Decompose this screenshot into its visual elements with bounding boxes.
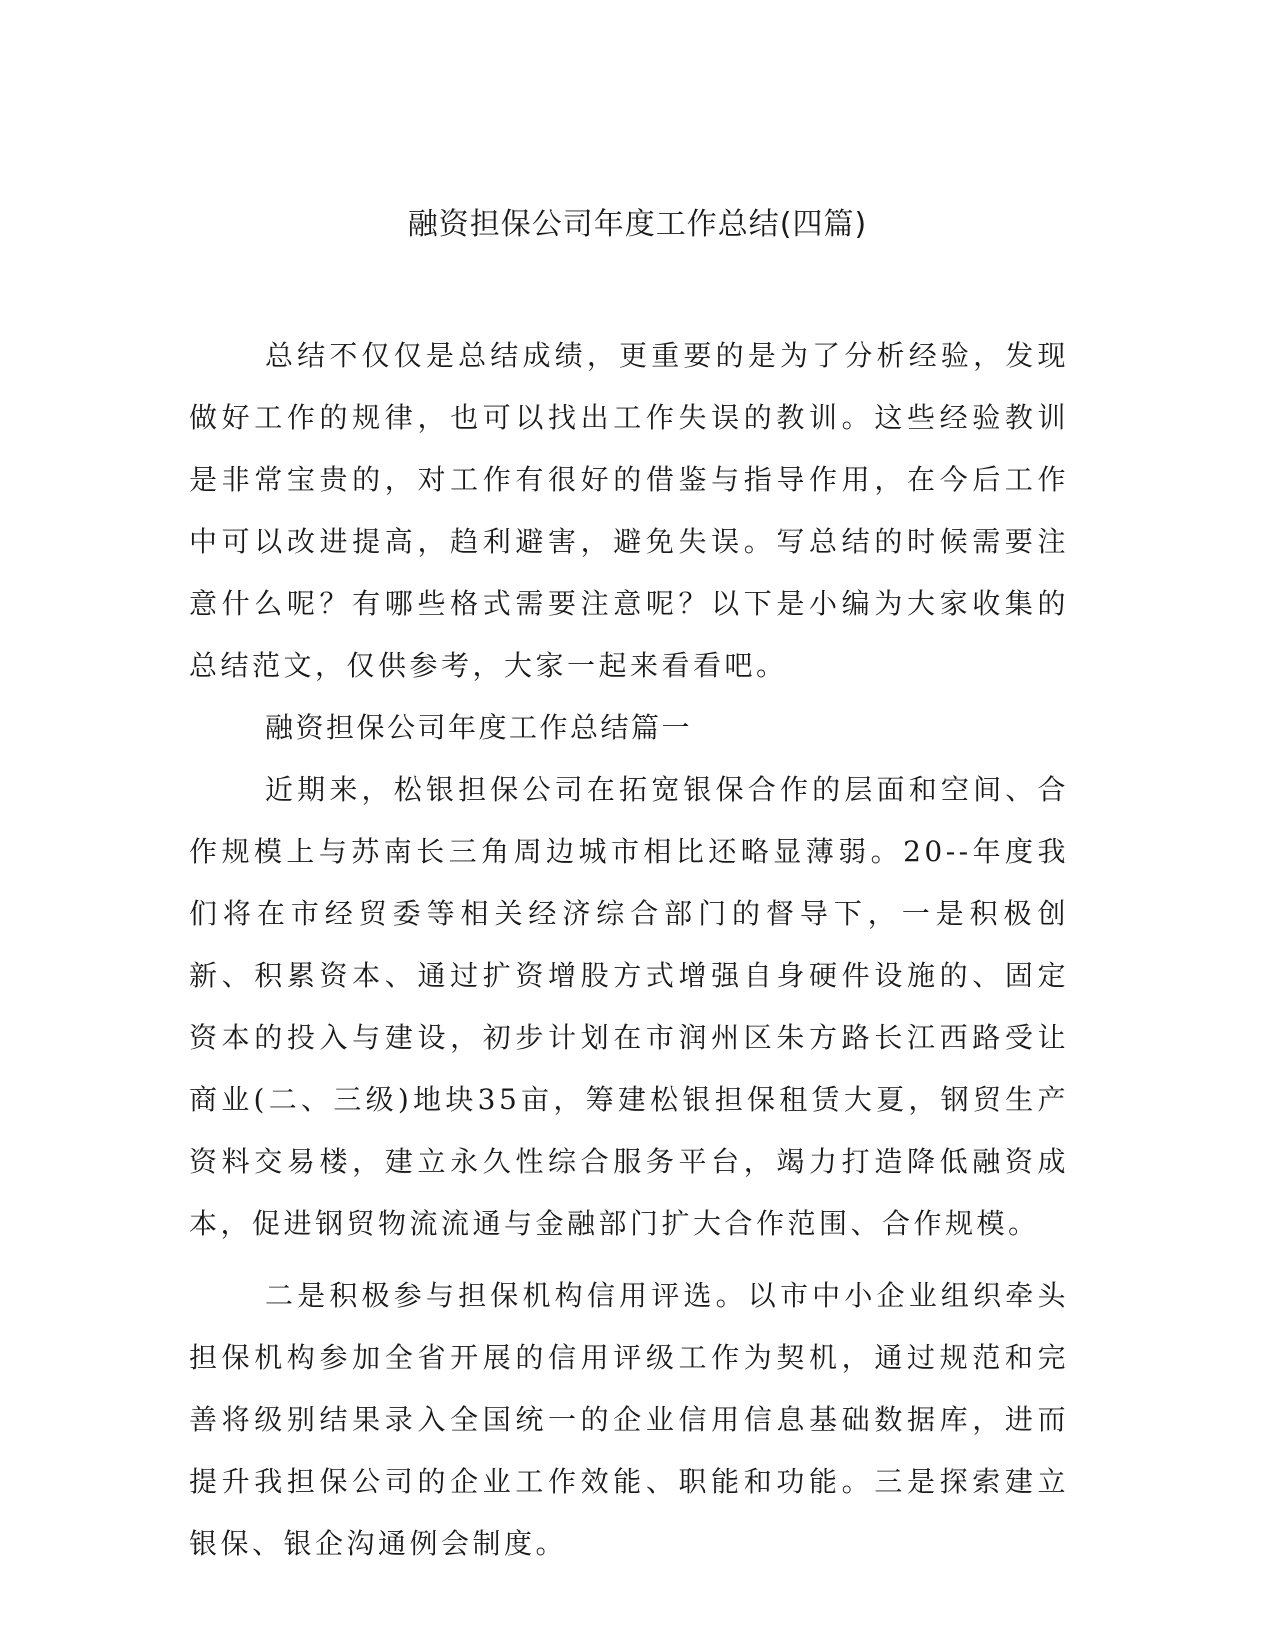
section-heading: 融资担保公司年度工作总结篇一 [265,711,693,744]
document-title: 融资担保公司年度工作总结(四篇) [407,207,868,242]
document-body [189,325,1069,1575]
body-paragraph: 近期来，松银担保公司在拓宽银保合作的层面和空间、合作规模上与苏南长三角周边城市相比还略显薄弱。20--年度我们将在市经贸委等相关经济综合部门的督导下，一是积极创新、积累资本、通过扩资增股方式增强自身硬件设施的、固定资本的投入与建设，初步计划在市润州区朱方路长江西路受让商业(二、三级)地块35亩，筹建松银担保租赁大夏，钢贸生产资料交易楼，建立永久性综合服务平台，竭力打造降低融资成本，促进钢贸物流流通与金融部门扩大合作范围、合作规模。 [189,773,1069,1240]
body-paragraph: 二是积极参与担保机构信用评选。以市中小企业组织牵头担保机构参加全省开展的信用评级工作为契机，通过规范和完善将级别结果录入全国统一的企业信用信息基础数据库，进而提升我担保公司的企业工作效能、职能和功能。三是探索建立银保、银企沟通例会制度。 [189,1279,1069,1560]
intro-paragraph: 总结不仅仅是总结成绩，更重要的是为了分析经验，发现做好工作的规律，也可以找出工作失误的教训。这些经验教训是非常宝贵的，对工作有很好的借鉴与指导作用，在今后工作中可以改进提高，趋利避害，避免失误。写总结的时候需要注意什么呢？有哪些格式需要注意呢？以下是小编为大家收集的总结范文，仅供参考，大家一起来看看吧。 [189,339,1069,682]
